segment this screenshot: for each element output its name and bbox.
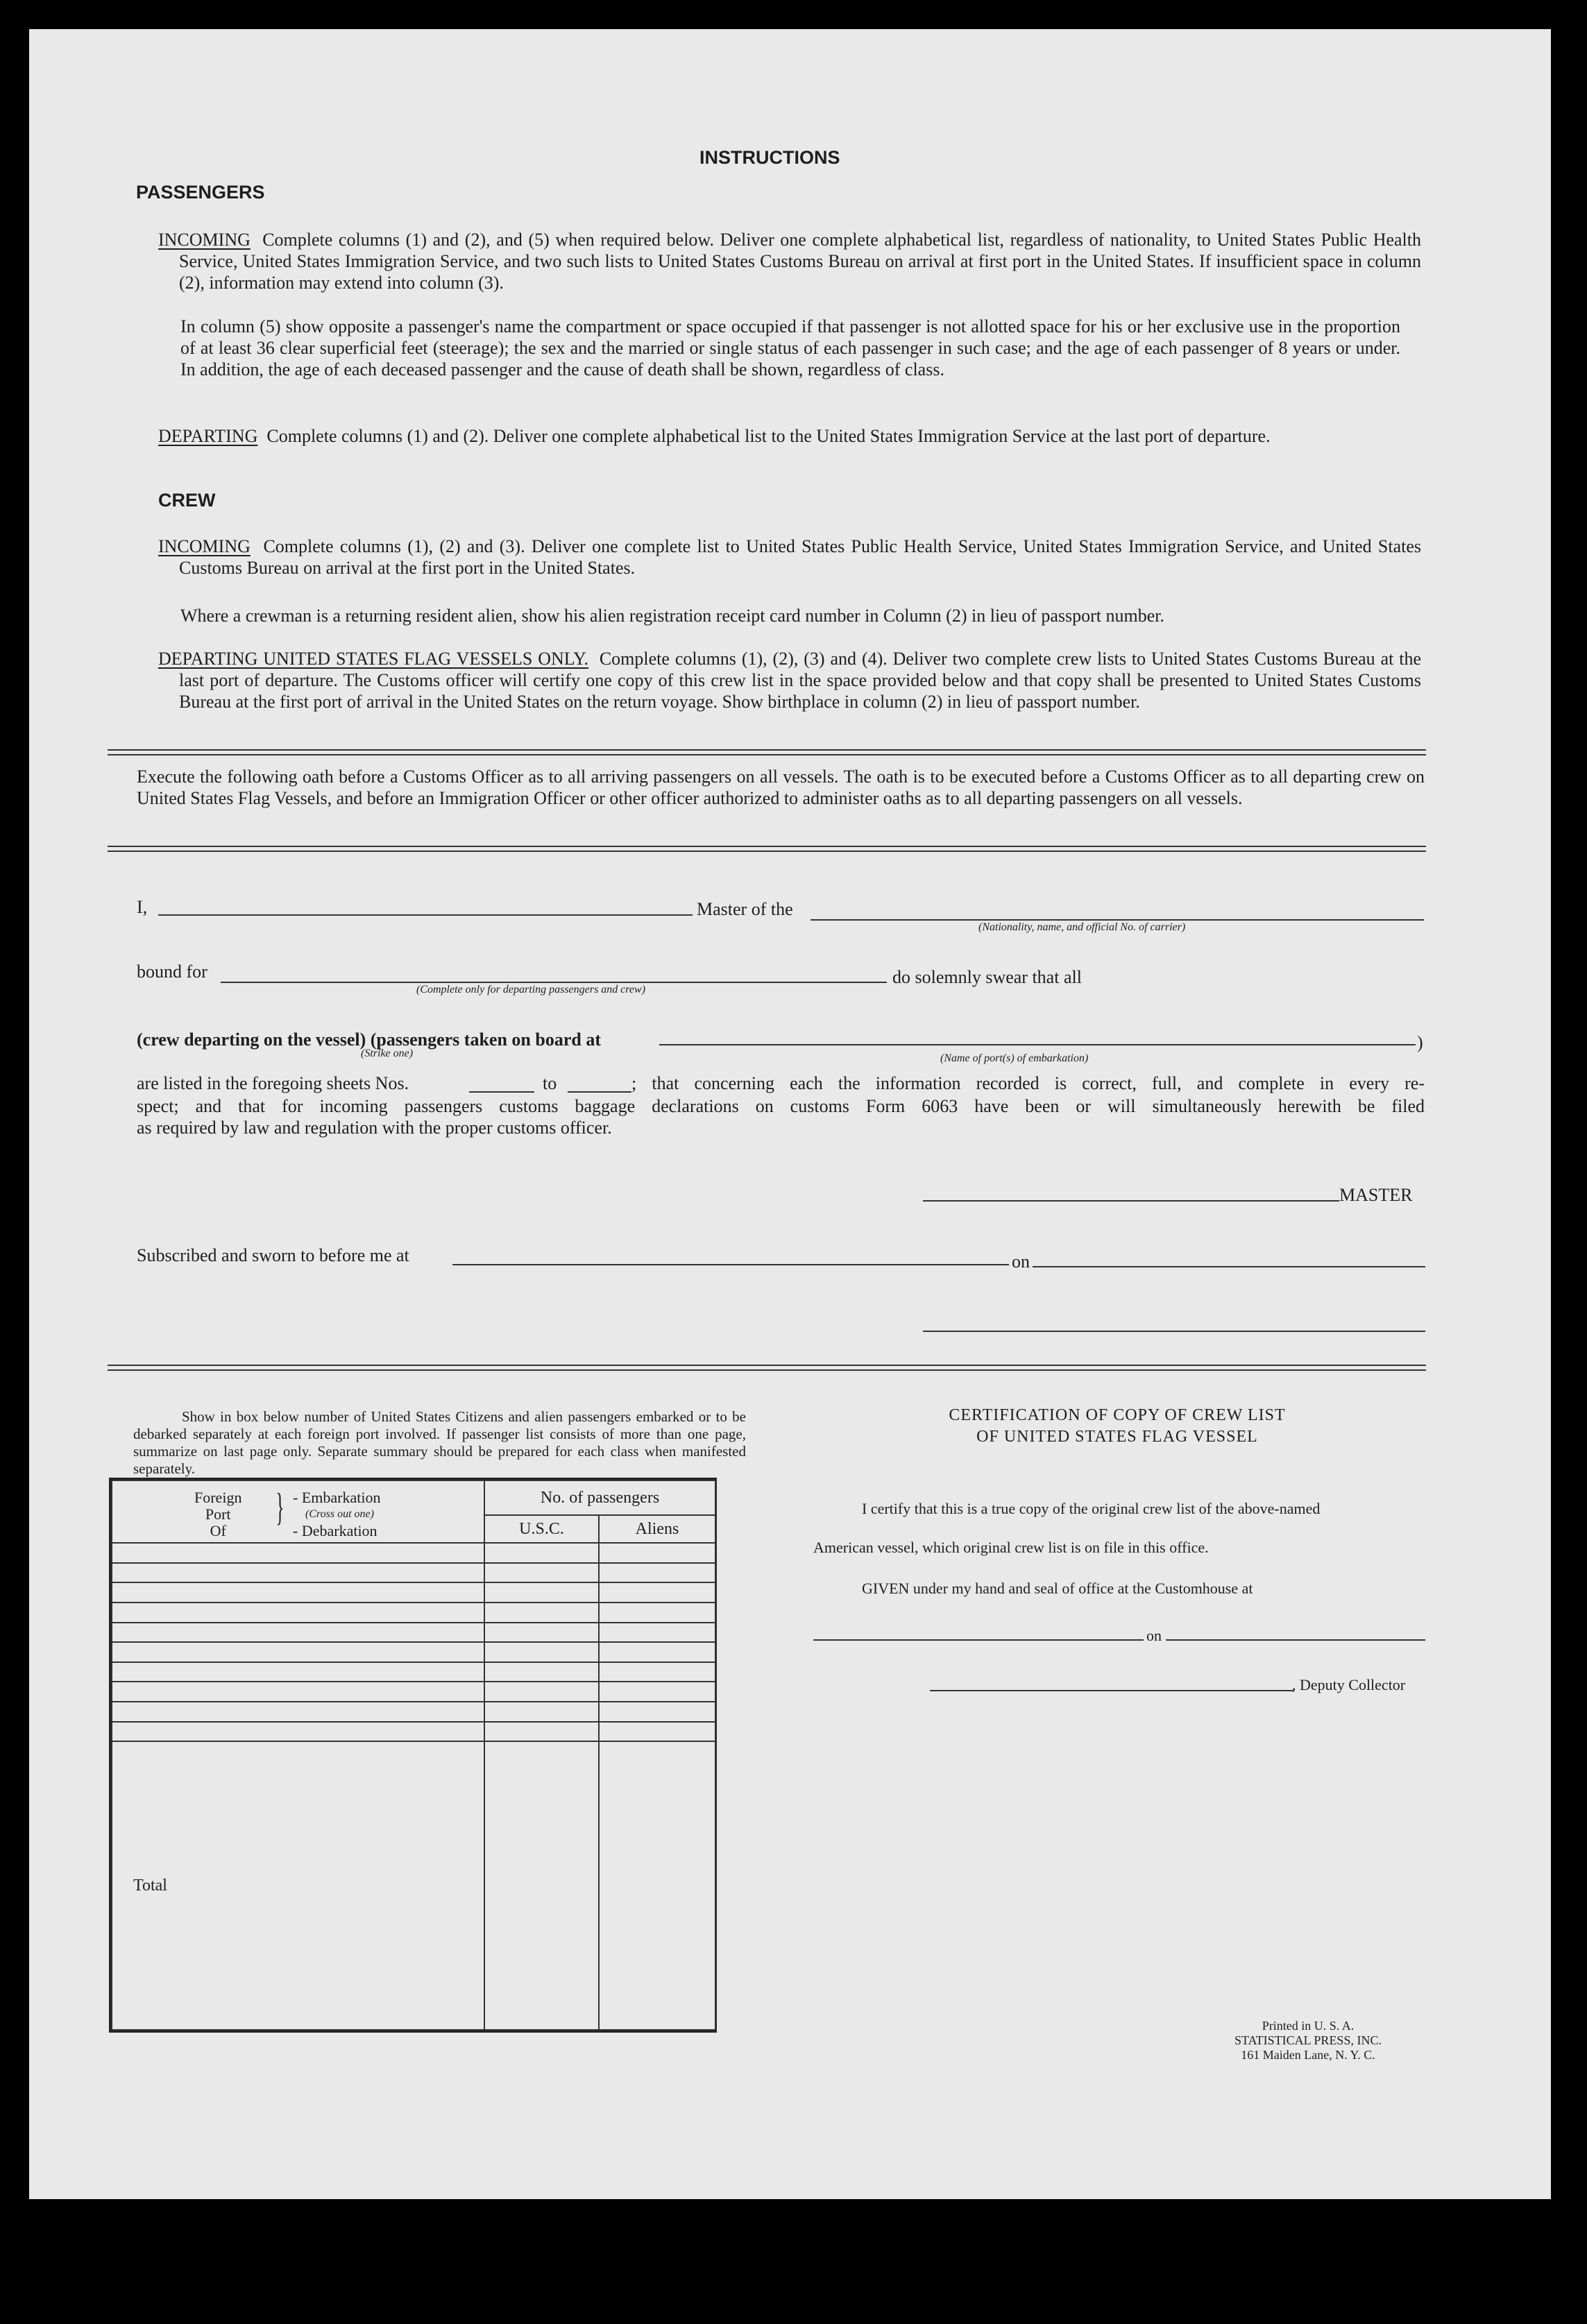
close-paren: ) <box>1417 1032 1423 1052</box>
aliens-cell[interactable] <box>599 1662 715 1682</box>
usc-cell[interactable] <box>484 1662 599 1682</box>
instructions-title: INSTRUCTIONS <box>699 147 840 168</box>
cross-out-label: (Cross out one) <box>305 1508 374 1520</box>
returning-resident-paragraph: Where a crewman is a returning resident alien, show his alien registration receipt card number in Column (2) in lieu of passport number. <box>180 606 1165 626</box>
port-caption: (Name of port(s) of embarkation) <box>940 1052 1089 1064</box>
master-name-field[interactable] <box>158 914 693 916</box>
passengers-incoming-text: Complete columns (1) and (2), and (5) when required below. Deliver one complete alphabetical list, regardless of nationality, to United States Public Health Service, United States Immigration Service, and two such lists to United States Customs Bureau on arrival at first port in the United States. If insufficient space in column (2), information may extend into column (3). <box>179 230 1421 293</box>
printer-line3: 161 Maiden Lane, N. Y. C. <box>1241 2048 1375 2062</box>
port-cell[interactable] <box>112 1563 484 1583</box>
table-row <box>112 1682 715 1702</box>
double-rule-top <box>108 749 1426 755</box>
master-label: MASTER <box>1339 1185 1413 1205</box>
double-rule-oath <box>108 846 1426 852</box>
officer-signature-line[interactable] <box>923 1331 1425 1332</box>
certification-on-label: on <box>1146 1627 1162 1644</box>
usc-cell[interactable] <box>484 1722 599 1742</box>
printer-line2: STATISTICAL PRESS, INC. <box>1234 2033 1382 2047</box>
crew-incoming-label: INCOMING <box>158 536 251 556</box>
port-cell[interactable] <box>112 1543 484 1563</box>
master-of-the-label: Master of the <box>697 899 793 919</box>
summary-note: Show in box below number of United States Citizens and alien passengers embarked or to be debarked separately at each foreign port involved. If passenger list consists of more than one page, summarize on last page only. Separate summary should be prepared for each class when manifested separately. <box>133 1408 746 1477</box>
bound-for-caption: (Complete only for departing passengers and crew) <box>416 984 646 996</box>
crew-departing-label: DEPARTING UNITED STATES FLAG VESSELS ONLY. <box>158 649 589 669</box>
certify-text: I certify that this is a true copy of the original crew list of the above-named <box>862 1500 1321 1517</box>
port-cell[interactable] <box>112 1623 484 1643</box>
total-row <box>112 1741 715 2030</box>
passengers-departing-text: Complete columns (1) and (2). Deliver one complete alphabetical list to the United States Immigration Service at the last port of departure. <box>266 426 1271 446</box>
vessel-text: American vessel, which original crew list is on file in this office. <box>813 1539 1209 1556</box>
bound-for-field[interactable] <box>221 982 887 983</box>
crew-departing-text: Complete columns (1), (2), (3) and (4). Deliver two complete crew lists to United States Customs Bureau at the last port of departure. The Customs officer will certify one copy of this crew list in the space provided below and that copy shall be presented to United States Customs Bureau at the first port of arrival in the United States on the return voyage. Show birthplace in column (2) in lieu of passport number. <box>179 649 1421 712</box>
listed-sheets-label: are listed in the foregoing sheets Nos. <box>137 1073 409 1093</box>
usc-cell[interactable] <box>484 1623 599 1643</box>
port-cell[interactable] <box>112 1582 484 1603</box>
bound-for-label: bound for <box>137 962 207 982</box>
port-header-cell <box>112 1480 484 1543</box>
embarkation-label: - Embarkation <box>293 1489 381 1506</box>
table-row <box>112 1603 715 1623</box>
listed-line1: ; that concerning each the information recorded is correct, full, and complete in every re- <box>631 1073 1425 1093</box>
swear-label: do solemnly swear that all <box>892 967 1082 987</box>
carrier-field[interactable] <box>811 919 1424 921</box>
usc-cell[interactable] <box>484 1702 599 1722</box>
total-label: Total <box>112 1741 484 2030</box>
usc-cell[interactable] <box>484 1682 599 1702</box>
usc-cell[interactable] <box>484 1543 599 1563</box>
crew-heading: CREW <box>158 490 216 511</box>
aliens-total-cell[interactable] <box>599 1741 715 2030</box>
aliens-cell[interactable] <box>599 1702 715 1722</box>
sheet-from-field[interactable] <box>469 1091 534 1093</box>
table-row <box>112 1702 715 1722</box>
certification-title <box>812 1405 1423 1448</box>
customhouse-field[interactable] <box>813 1639 1144 1641</box>
table-row <box>112 1662 715 1682</box>
aliens-cell[interactable] <box>599 1682 715 1702</box>
table-row <box>112 1722 715 1742</box>
deputy-collector-signature-line[interactable] <box>930 1690 1293 1691</box>
subscribed-date-field[interactable] <box>1033 1266 1425 1267</box>
embarkation-port-field[interactable] <box>659 1044 1416 1045</box>
table-row <box>112 1582 715 1603</box>
printer-line1: Printed in U. S. A. <box>1262 2019 1355 2033</box>
aliens-cell[interactable] <box>599 1563 715 1583</box>
aliens-cell[interactable] <box>599 1623 715 1643</box>
subscribed-label: Subscribed and sworn to before me at <box>137 1245 409 1265</box>
usc-total-cell[interactable] <box>484 1741 599 2030</box>
aliens-cell[interactable] <box>599 1722 715 1742</box>
usc-header: U.S.C. <box>484 1515 599 1543</box>
usc-cell[interactable] <box>484 1563 599 1583</box>
debarkation-label: - Debarkation <box>293 1522 377 1539</box>
usc-cell[interactable] <box>484 1603 599 1623</box>
table-row <box>112 1623 715 1643</box>
no-of-passengers-header: No. of passengers <box>484 1480 715 1515</box>
sheet-to-field[interactable] <box>568 1091 631 1093</box>
passenger-summary-table <box>109 1478 717 2033</box>
passengers-departing-label: DEPARTING <box>158 426 258 446</box>
oath-i-label: I, <box>137 897 148 917</box>
port-cell[interactable] <box>112 1603 484 1623</box>
aliens-cell[interactable] <box>599 1543 715 1563</box>
subscribed-place-field[interactable] <box>452 1264 1009 1265</box>
usc-cell[interactable] <box>484 1582 599 1603</box>
subscribed-on-label: on <box>1012 1251 1030 1272</box>
passengers-incoming-paragraph <box>158 229 1421 293</box>
passengers-heading: PASSENGERS <box>136 182 265 203</box>
column5-paragraph: In column (5) show opposite a passenger's name the compartment or space occupied if that passenger is not allotted space for his or her exclusive use in the proportion of at least 36 clear superficial feet (steerage); the sex and the married or single status of each passenger in such case; and the age of each passenger of 8 years or under. In addition, the age of each deceased passenger and the cause of death shall be shown, regardless of class. <box>180 316 1400 379</box>
foreign-label: Foreign <box>194 1489 242 1506</box>
table-row <box>112 1642 715 1662</box>
master-signature-line[interactable] <box>923 1200 1339 1202</box>
embark-debark-labels <box>293 1489 380 1539</box>
port-cell[interactable] <box>112 1702 484 1722</box>
port-cell[interactable] <box>112 1722 484 1742</box>
passengers-incoming-label: INCOMING <box>158 230 251 250</box>
listed-line3: as required by law and regulation with the proper customs officer. <box>137 1118 612 1138</box>
oath-intro-paragraph: Execute the following oath before a Customs Officer as to all arriving passengers on all vessels. The oath is to be executed before a Customs Officer as to all departing crew on United States Flag Vessels, and before an Immigration Officer or other officer authorized to administer oaths as to all departing passengers on all vessels. <box>137 767 1425 808</box>
certification-date-field[interactable] <box>1166 1639 1425 1641</box>
crew-incoming-paragraph <box>158 536 1421 579</box>
of-label: Of <box>210 1522 226 1539</box>
listed-line2: spect; and that for incoming passengers customs baggage declarations on customs Form 6063 have been or will simultaneously herewith be filed <box>137 1096 1425 1116</box>
usc-cell[interactable] <box>484 1642 599 1662</box>
foreign-port-of <box>194 1489 241 1539</box>
double-rule-bottom <box>108 1365 1426 1371</box>
strike-one-caption: (Strike one) <box>361 1048 414 1059</box>
table-row <box>112 1563 715 1583</box>
passengers-departing-paragraph <box>158 425 1421 447</box>
crew-incoming-text: Complete columns (1), (2) and (3). Deliver one complete list to United States Public Health Service, United States Immigration Service, and United States Customs Bureau on arrival at the first port in the United States. <box>179 536 1422 578</box>
certification-title-line1: CERTIFICATION OF COPY OF CREW LIST <box>949 1406 1286 1424</box>
crew-departing-paragraph <box>158 648 1421 712</box>
printer-imprint <box>1194 2019 1423 2062</box>
certification-title-line2: OF UNITED STATES FLAG VESSEL <box>976 1428 1258 1446</box>
aliens-cell[interactable] <box>599 1642 715 1662</box>
brace-icon: } <box>275 1486 285 1529</box>
port-cell[interactable] <box>112 1662 484 1682</box>
given-text: GIVEN under my hand and seal of office at the Customhouse at <box>862 1580 1253 1597</box>
port-cell[interactable] <box>112 1682 484 1702</box>
aliens-cell[interactable] <box>599 1603 715 1623</box>
carrier-caption: (Nationality, name, and official No. of carrier) <box>978 921 1186 933</box>
port-cell[interactable] <box>112 1642 484 1662</box>
aliens-cell[interactable] <box>599 1582 715 1603</box>
listed-to-label: to <box>543 1073 557 1093</box>
aliens-header: Aliens <box>599 1515 715 1543</box>
table-row <box>112 1543 715 1563</box>
crew-departing-text: (crew departing on the vessel) (passengers taken on board at <box>137 1029 601 1050</box>
port-label: Port <box>205 1505 231 1523</box>
deputy-collector-label: , Deputy Collector <box>1292 1676 1406 1693</box>
